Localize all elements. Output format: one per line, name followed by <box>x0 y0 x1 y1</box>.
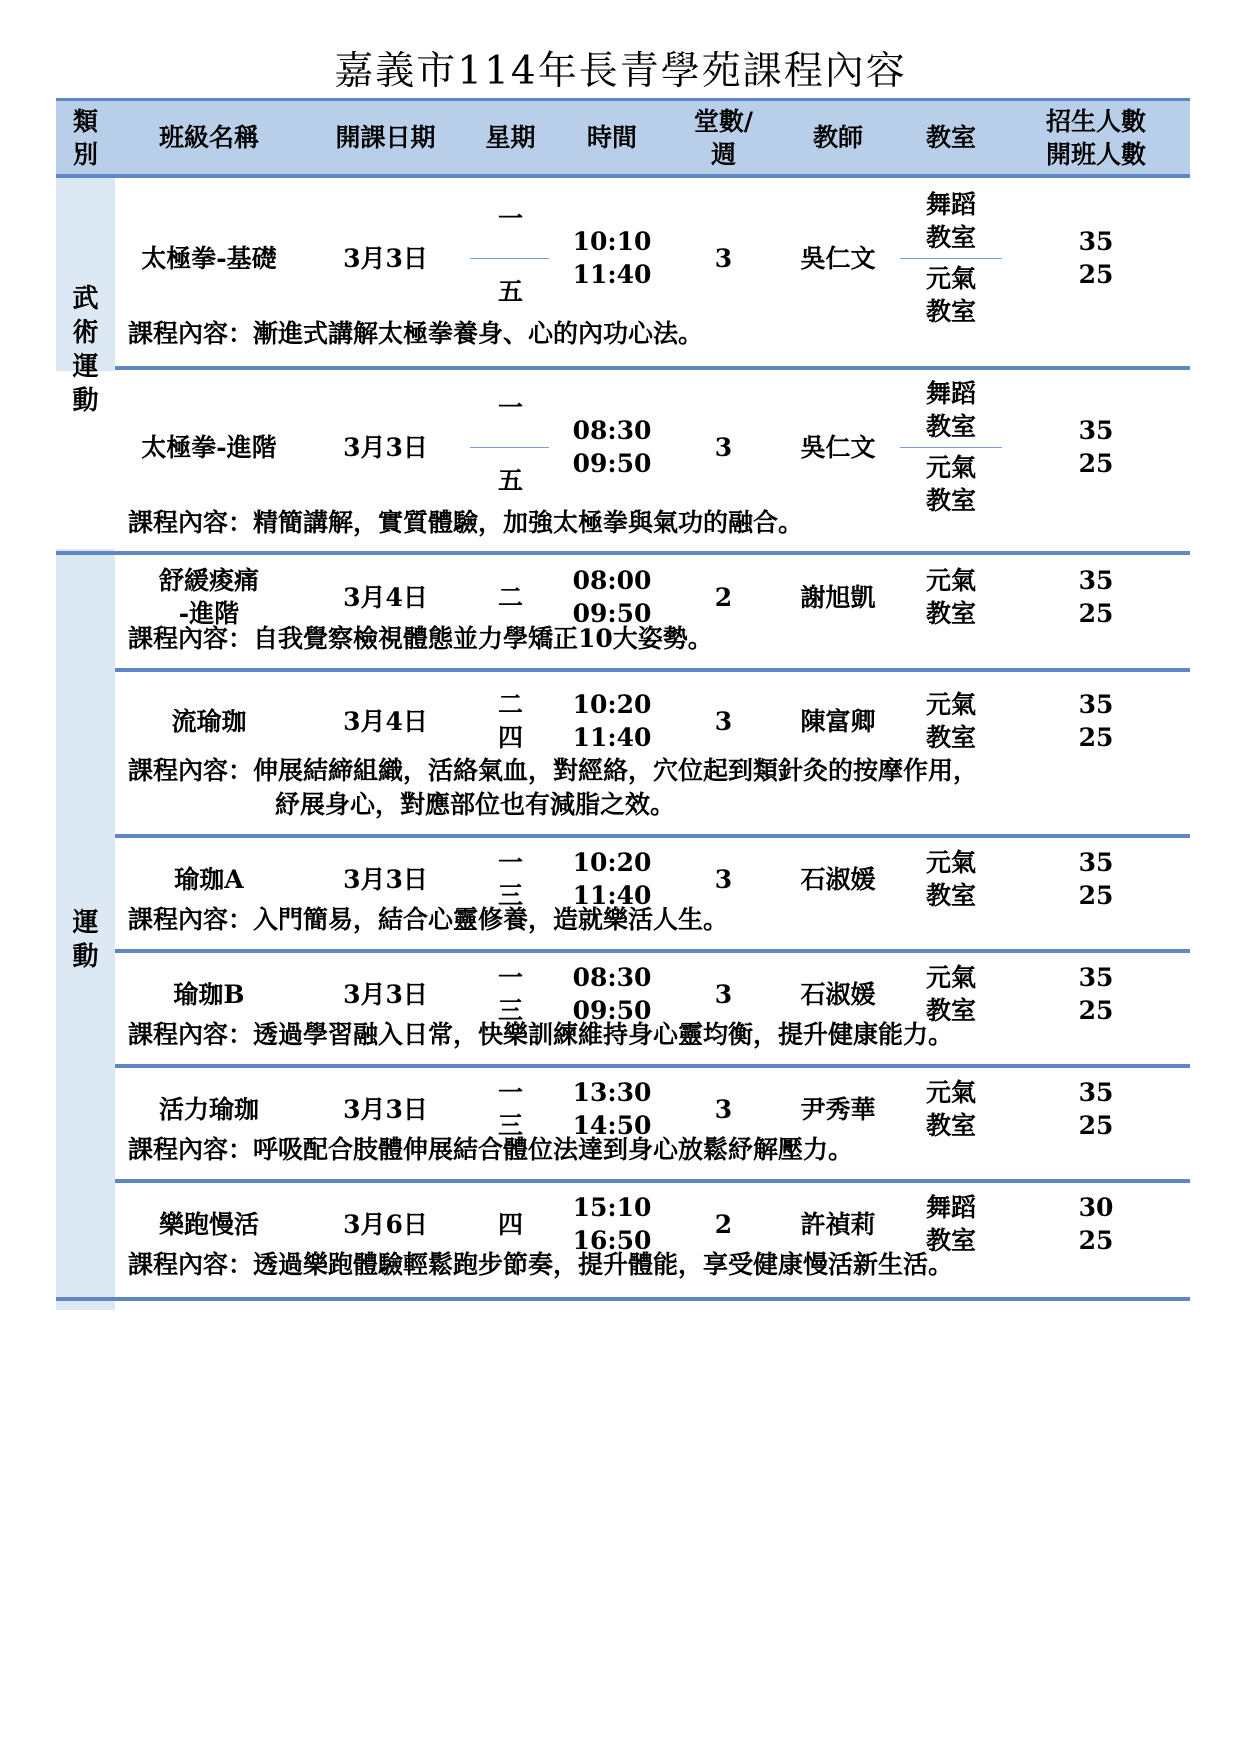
content-prefix: 課程內容： <box>128 319 254 348</box>
teacher-name: 石淑媛 <box>800 979 876 1009</box>
start-date: 3月3日 <box>343 979 428 1009</box>
content-prefix: 課程內容： <box>128 1020 254 1049</box>
header-sessions: 堂數/ 週 <box>693 106 754 169</box>
content-text: 呼吸配合肢體伸展結合體位法達到身心放鬆紓解壓力。 <box>253 1135 854 1164</box>
weekday-2: 五 <box>497 277 523 306</box>
weekday-2: 三 <box>497 1111 523 1140</box>
row-separator <box>115 834 1190 838</box>
content-text: 漸進式講解太極拳養身、心的內功心法。 <box>253 319 704 348</box>
classroom: 元氣 教室 <box>925 690 976 752</box>
open-count: 25 <box>1078 260 1114 289</box>
weekday-1: 一 <box>497 963 523 992</box>
time-end: 11:40 <box>572 260 652 289</box>
classroom: 元氣 教室 <box>925 566 976 628</box>
content-prefix: 課程內容： <box>128 1250 254 1279</box>
time-start: 10:20 <box>572 848 652 877</box>
course-content <box>128 1133 853 1166</box>
course-content <box>128 754 978 787</box>
enroll-count: 35 <box>1078 227 1114 256</box>
start-date: 3月3日 <box>343 243 428 273</box>
sessions-per-week: 3 <box>714 432 733 462</box>
row-separator <box>115 1064 1190 1068</box>
header-weekday: 星期 <box>485 123 536 152</box>
category-label: 運 動 <box>72 908 99 972</box>
time-start: 15:10 <box>572 1193 652 1222</box>
class-name: 太極拳-基礎 <box>141 243 277 273</box>
enroll-count: 35 <box>1078 416 1114 445</box>
sessions-per-week: 3 <box>714 979 733 1009</box>
course-content <box>128 1248 953 1281</box>
content-text: 入門簡易，結合心靈修養，造就樂活人生。 <box>253 905 729 934</box>
content-prefix: 課程內容： <box>128 905 254 934</box>
class-name: 活力瑜珈 <box>158 1094 259 1124</box>
weekday: 二 <box>497 582 523 612</box>
course-content <box>128 506 803 539</box>
start-date: 3月4日 <box>343 706 428 736</box>
weekday-1: 二 <box>497 690 523 719</box>
classroom-divider <box>900 258 1002 259</box>
page-title: 嘉義市114年長青學苑課程內容 <box>334 49 907 94</box>
enroll-count: 30 <box>1078 1193 1114 1222</box>
teacher-name: 許禎莉 <box>800 1209 876 1239</box>
content-text: 透過學習融入日常，快樂訓練維持身心靈均衡，提升健康能力。 <box>253 1020 954 1049</box>
sessions-per-week: 2 <box>714 1209 733 1239</box>
row-separator <box>115 366 1190 370</box>
header-start-date: 開課日期 <box>335 123 436 152</box>
start-date: 3月6日 <box>343 1209 428 1239</box>
classroom-2: 元氣 教室 <box>925 264 976 326</box>
class-name: 瑜珈B <box>173 979 245 1009</box>
classroom-1: 舞蹈 教室 <box>925 379 976 441</box>
time-start: 10:10 <box>572 227 652 256</box>
content-text: 透過樂跑體驗輕鬆跑步節奏，提升體能，享受健康慢活新生活。 <box>253 1250 954 1279</box>
weekday-2: 五 <box>497 466 523 495</box>
class-name: 樂跑慢活 <box>158 1209 259 1239</box>
weekday-divider <box>470 447 549 448</box>
row-separator <box>115 949 1190 953</box>
header-time: 時間 <box>586 123 637 152</box>
teacher-name: 石淑媛 <box>800 864 876 894</box>
content-prefix: 課程內容： <box>128 756 254 785</box>
header-category: 類 別 <box>72 106 98 169</box>
row-separator <box>56 551 1190 555</box>
enroll-count: 35 <box>1078 1078 1114 1107</box>
open-count: 25 <box>1078 996 1114 1025</box>
weekday-2: 四 <box>497 723 523 752</box>
header-teacher: 教師 <box>812 123 863 152</box>
classroom: 元氣 教室 <box>925 963 976 1025</box>
content-text: 自我覺察檢視體態並力學矯正10大姿勢。 <box>253 624 713 653</box>
weekday-1: 一 <box>497 848 523 877</box>
teacher-name: 謝旭凱 <box>800 582 876 612</box>
content-text: 精簡講解，實質體驗，加強太極拳與氣功的融合。 <box>253 508 804 537</box>
header-enroll: 招生人數 開班人數 <box>1045 106 1146 169</box>
content-prefix: 課程內容： <box>128 624 254 653</box>
open-count: 25 <box>1078 723 1114 752</box>
category-label: 武 術 運 動 <box>72 284 99 416</box>
classroom: 舞蹈 教室 <box>925 1193 976 1255</box>
time-end: 14:50 <box>572 1111 652 1140</box>
open-count: 25 <box>1078 449 1114 478</box>
weekday-1: 一 <box>497 204 523 233</box>
start-date: 3月3日 <box>343 1094 428 1124</box>
row-separator <box>56 1297 1190 1301</box>
class-name: 瑜珈A <box>174 864 244 894</box>
course-content <box>128 1018 953 1051</box>
teacher-name: 吳仁文 <box>800 432 876 462</box>
enroll-count: 35 <box>1078 566 1114 595</box>
time-end: 09:50 <box>572 996 652 1025</box>
time-end: 11:40 <box>572 881 652 910</box>
time-end: 11:40 <box>572 723 652 752</box>
time-start: 13:30 <box>572 1078 652 1107</box>
start-date: 3月4日 <box>343 582 428 612</box>
start-date: 3月3日 <box>343 432 428 462</box>
sessions-per-week: 3 <box>714 243 733 273</box>
time-start: 08:30 <box>572 963 652 992</box>
sessions-per-week: 3 <box>714 706 733 736</box>
time-start: 08:00 <box>572 566 652 595</box>
weekday-2: 三 <box>497 881 523 910</box>
weekday-divider <box>470 258 549 259</box>
time-start: 08:30 <box>572 416 652 445</box>
weekday-1: 一 <box>497 393 523 422</box>
teacher-name: 尹秀華 <box>800 1094 876 1124</box>
sessions-per-week: 2 <box>714 582 733 612</box>
weekday-2: 三 <box>497 996 523 1025</box>
teacher-name: 吳仁文 <box>800 243 876 273</box>
teacher-name: 陳富卿 <box>800 706 876 736</box>
course-content <box>128 317 703 350</box>
header-room: 教室 <box>925 123 976 152</box>
time-end: 16:50 <box>572 1226 652 1255</box>
time-start: 10:20 <box>572 690 652 719</box>
content-prefix: 課程內容： <box>128 1135 254 1164</box>
header-class-name: 班級名稱 <box>158 123 259 152</box>
time-end: 09:50 <box>572 449 652 478</box>
open-count: 25 <box>1078 599 1114 628</box>
course-content <box>128 903 728 936</box>
class-name: 舒緩痠痛 -進階 <box>158 566 259 628</box>
classroom-1: 舞蹈 教室 <box>925 190 976 252</box>
row-separator <box>115 1179 1190 1183</box>
open-count: 25 <box>1078 1226 1114 1255</box>
open-count: 25 <box>1078 1111 1114 1140</box>
classroom: 元氣 教室 <box>925 848 976 910</box>
sessions-per-week: 3 <box>714 1094 733 1124</box>
class-name: 流瑜珈 <box>171 706 247 736</box>
open-count: 25 <box>1078 881 1114 910</box>
enroll-count: 35 <box>1078 690 1114 719</box>
classroom-divider <box>900 447 1002 448</box>
content-text: 伸展結締組織，活絡氣血，對經絡，穴位起到類針灸的按摩作用， <box>253 756 979 785</box>
time-end: 09:50 <box>572 599 652 628</box>
classroom: 元氣 教室 <box>925 1078 976 1140</box>
course-content <box>128 622 713 655</box>
enroll-count: 35 <box>1078 848 1114 877</box>
class-name: 太極拳-進階 <box>141 432 277 462</box>
course-content-continued: 紓展身心，對應部位也有減脂之效。 <box>275 790 676 819</box>
content-prefix: 課程內容： <box>128 508 254 537</box>
weekday-1: 一 <box>497 1078 523 1107</box>
classroom-2: 元氣 教室 <box>925 453 976 515</box>
start-date: 3月3日 <box>343 864 428 894</box>
enroll-count: 35 <box>1078 963 1114 992</box>
row-separator <box>115 668 1190 672</box>
weekday: 四 <box>497 1209 523 1239</box>
sessions-per-week: 3 <box>714 864 733 894</box>
